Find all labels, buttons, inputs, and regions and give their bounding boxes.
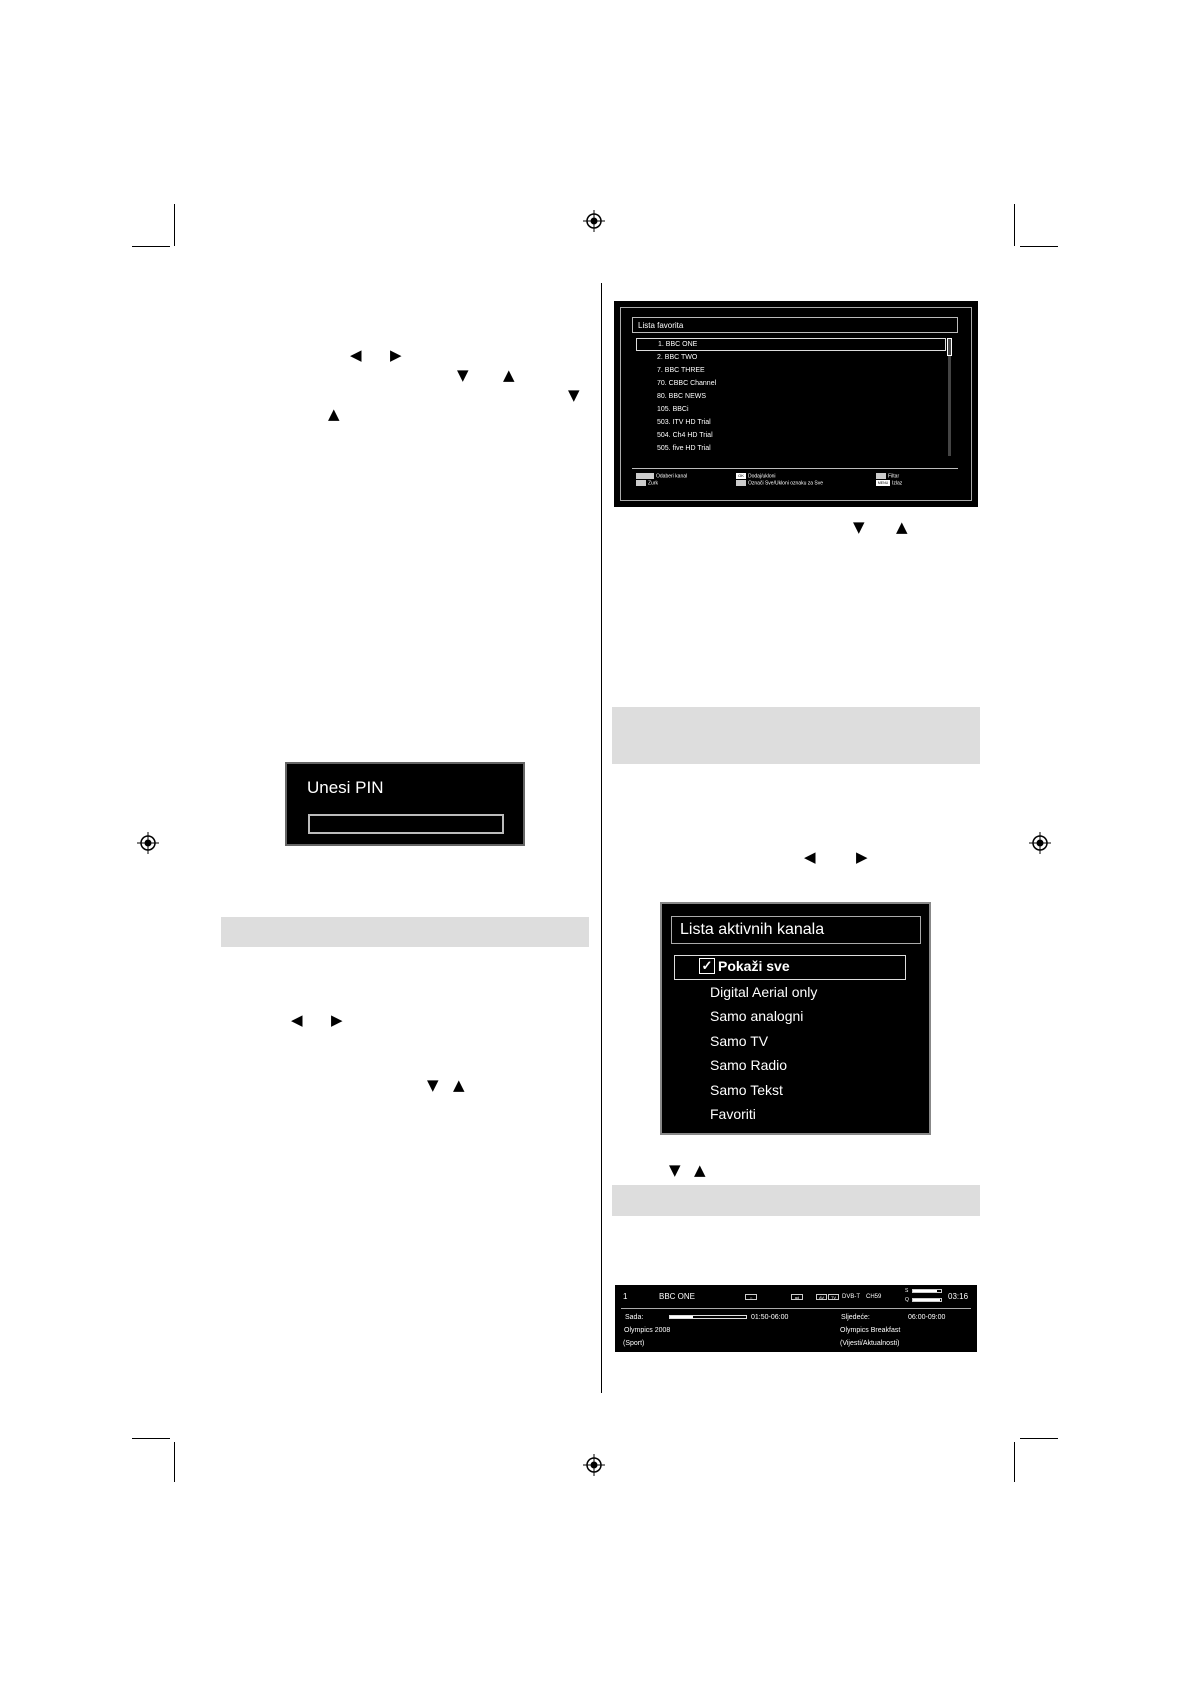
crop-mark — [1014, 1442, 1015, 1482]
crop-mark — [1020, 1438, 1058, 1439]
next-label: Sljedeće: — [841, 1314, 870, 1321]
left-arrow-icon: ◀ — [804, 848, 816, 866]
channel-row[interactable]: 2. BBC TWO — [657, 354, 698, 361]
signal-quality-fill — [913, 1299, 940, 1301]
footer-divider — [632, 468, 958, 469]
crop-mark — [132, 246, 170, 247]
channel-row[interactable]: 7. BBC THREE — [657, 367, 705, 374]
footer-filter-label: Filtar — [888, 473, 900, 480]
crop-mark — [174, 204, 175, 246]
registration-mark-icon — [583, 1454, 605, 1476]
option-label: Pokaži sve — [718, 958, 790, 974]
channel-row[interactable]: 504. Ch4 HD Trial — [657, 432, 713, 439]
now-progress-fill — [670, 1316, 693, 1318]
scrollbar[interactable] — [948, 338, 951, 456]
footer-back-label: Zurk — [648, 480, 658, 487]
audio-description-icon: ad — [791, 1294, 803, 1300]
channel-row[interactable]: 505. five HD Trial — [657, 445, 711, 452]
option-favorites[interactable]: Favoriti — [710, 1106, 756, 1122]
up-down-key-icon — [636, 473, 654, 479]
section-header-band — [612, 707, 980, 764]
up-arrow-icon: ▲ — [896, 518, 908, 536]
next-time: 06:00-09:00 — [908, 1314, 946, 1321]
banner-divider — [621, 1308, 971, 1309]
channel-number: 1 — [623, 1292, 628, 1301]
clock: 03:16 — [948, 1292, 969, 1301]
ok-key-icon: OK — [736, 473, 746, 479]
option-analog-only[interactable]: Samo analogni — [710, 1008, 804, 1024]
channel-name: BBC ONE — [659, 1292, 696, 1301]
left-arrow-icon: ◀ — [350, 346, 362, 364]
right-arrow-icon: ▶ — [390, 346, 402, 364]
down-arrow-icon: ▼ — [457, 366, 469, 384]
footer-select-channel-label: Odaberi kanal — [656, 473, 688, 480]
now-time: 01:50-06:00 — [751, 1314, 789, 1321]
section-header-band — [221, 917, 589, 947]
pin-dialog-title: Unesi PIN — [307, 778, 384, 797]
crop-mark — [1020, 246, 1058, 247]
favorites-channel-list — [636, 338, 946, 455]
now-label: Sada: — [625, 1314, 644, 1321]
footer-mark-all-label: Označi Sve/Ukloni oznaku za Sve — [748, 480, 824, 487]
option-show-all[interactable] — [674, 955, 906, 980]
column-divider — [601, 283, 602, 1393]
channel-row[interactable]: 105. BBCi — [657, 406, 689, 413]
pin-dialog — [285, 762, 525, 846]
crop-mark — [174, 1442, 175, 1482]
registration-mark-icon — [137, 832, 159, 854]
option-digital-aerial-only[interactable]: Digital Aerial only — [710, 983, 818, 1000]
option-text-only[interactable]: Samo Tekst — [710, 1081, 783, 1098]
down-arrow-icon: ▼ — [853, 518, 865, 536]
broadcast-type: DVB-T — [842, 1294, 860, 1300]
signal-strength-fill — [913, 1290, 937, 1292]
now-genre: (Sport) — [623, 1340, 645, 1347]
signal-strength-meter — [912, 1289, 942, 1293]
channel-row[interactable]: 503. ITV HD Trial — [657, 419, 711, 426]
signal-strength-label: S — [905, 1288, 909, 1294]
channel-code: CH59 — [866, 1294, 882, 1300]
active-channel-options — [674, 955, 906, 1127]
crop-mark — [132, 1438, 170, 1439]
section-header-band — [612, 1185, 980, 1216]
next-genre: (Vijesti/Aktualnosti) — [840, 1340, 900, 1347]
color-key-icon — [876, 473, 886, 479]
up-arrow-icon: ▲ — [453, 1076, 465, 1094]
next-program: Olympics Breakfast — [840, 1327, 901, 1334]
signal-quality-meter — [912, 1298, 942, 1302]
crop-mark — [1014, 204, 1015, 246]
registration-mark-icon — [583, 210, 605, 232]
menu-key-icon: MENU — [877, 481, 889, 485]
right-arrow-icon: ▶ — [331, 1011, 343, 1029]
now-program: Olympics 2008 — [624, 1327, 671, 1334]
left-arrow-icon: ◀ — [291, 1011, 303, 1029]
favorites-title: Lista favorita — [632, 317, 958, 333]
active-channel-list-title: Lista aktivnih kanala — [671, 916, 921, 944]
info-banner-screen — [615, 1285, 977, 1352]
footer-add-remove-label: Dodaj/ukloni — [748, 473, 776, 480]
aspect-ratio-icon: ⇔ — [745, 1294, 757, 1300]
pin-input[interactable] — [308, 814, 504, 834]
channel-row[interactable]: 1. BBC ONE — [636, 338, 946, 351]
option-radio-only[interactable]: Samo Radio — [710, 1057, 788, 1073]
registration-mark-icon — [1029, 832, 1051, 854]
signal-quality-label: Q — [905, 1297, 909, 1303]
checkmark-icon: ✓ — [699, 958, 715, 974]
down-arrow-icon: ▼ — [669, 1161, 681, 1179]
av-icon: AV — [816, 1294, 827, 1300]
color-key-icon — [636, 480, 646, 486]
tv-icon: TV — [828, 1294, 839, 1300]
footer-mark-all — [736, 480, 823, 487]
scrollbar-thumb[interactable] — [947, 338, 952, 356]
right-arrow-icon: ▶ — [856, 848, 868, 866]
footer-exit-label: Izlaz — [892, 480, 903, 487]
option-tv-only[interactable]: Samo TV — [710, 1032, 769, 1049]
channel-row[interactable]: 70. CBBC Channel — [657, 380, 717, 387]
footer-exit — [876, 480, 902, 487]
now-progress-bar — [669, 1315, 747, 1319]
channel-row[interactable]: 80. BBC NEWS — [657, 393, 707, 400]
footer-back — [636, 480, 658, 487]
down-arrow-icon: ▼ — [427, 1076, 439, 1094]
favorites-list-screen — [614, 301, 978, 507]
up-arrow-icon: ▲ — [694, 1161, 706, 1179]
color-key-icon — [736, 480, 746, 486]
up-arrow-icon: ▲ — [503, 366, 515, 384]
down-arrow-icon: ▼ — [568, 386, 580, 404]
up-arrow-icon: ▲ — [328, 405, 340, 423]
active-channel-list-screen — [660, 902, 931, 1135]
